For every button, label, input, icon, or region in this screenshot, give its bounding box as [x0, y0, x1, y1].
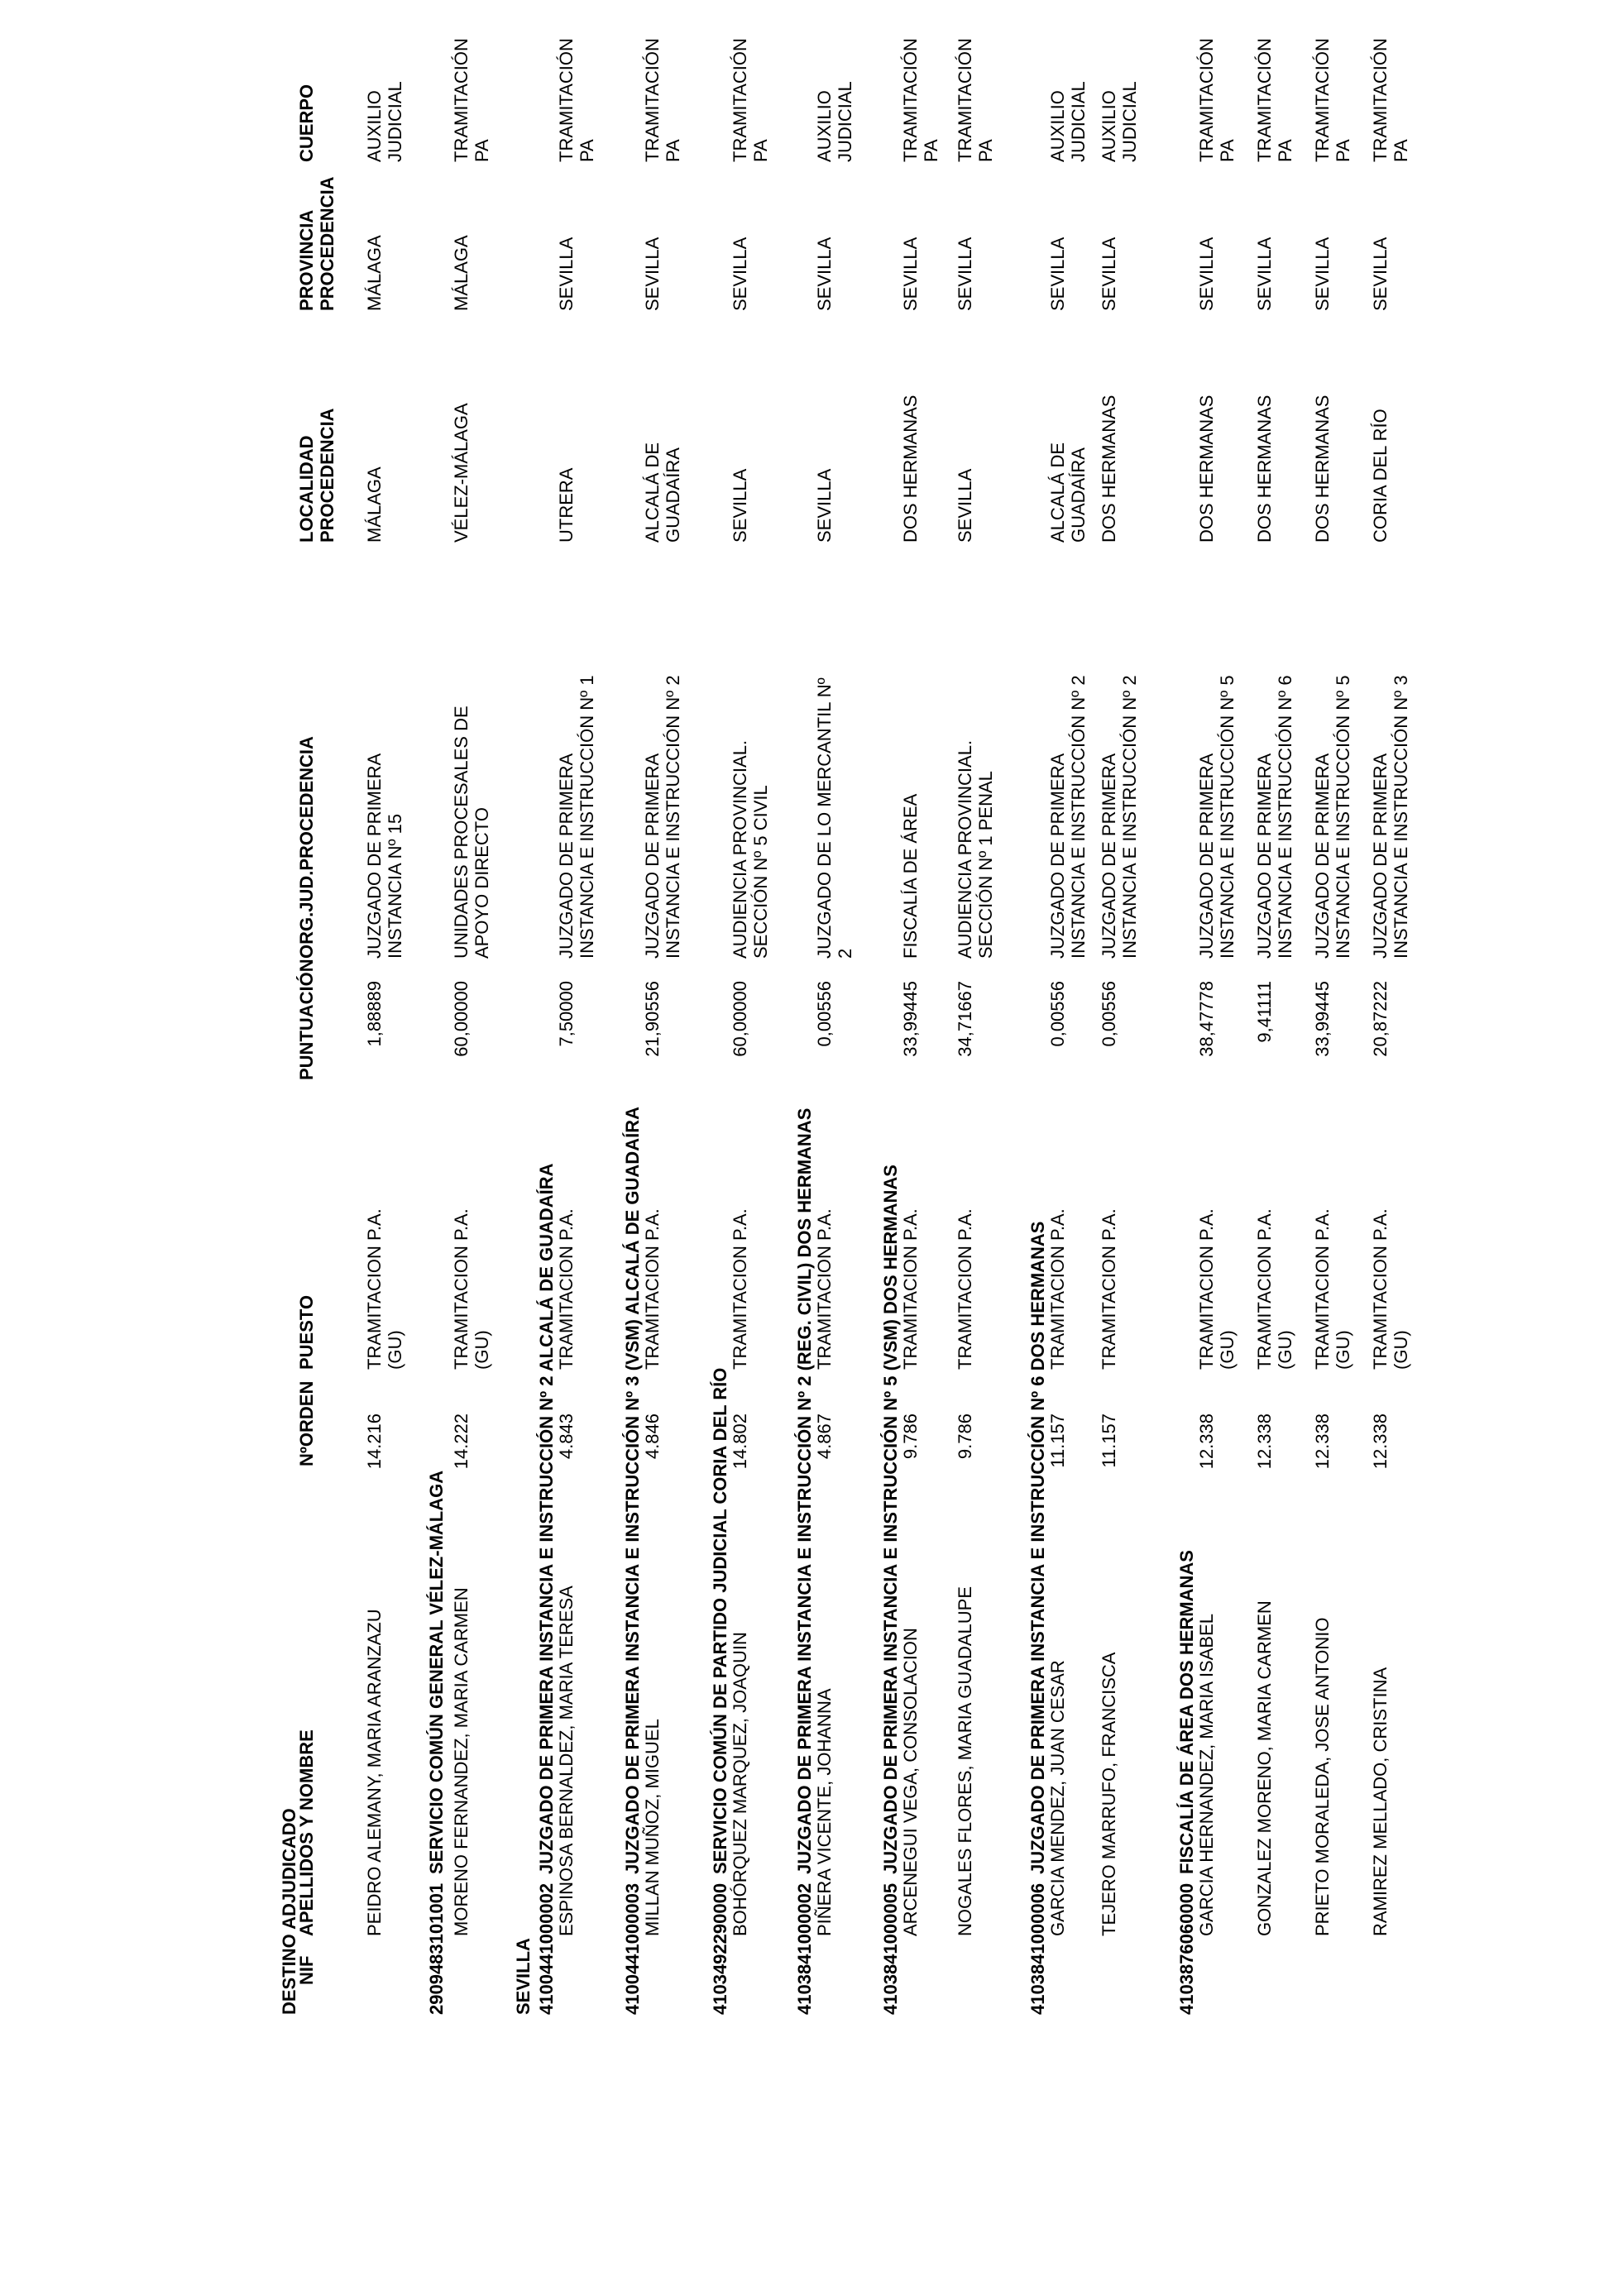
- cell-provincia: MÁLAGA: [364, 235, 385, 311]
- cell-localidad: SEVILLA: [955, 468, 975, 543]
- cell-puntuacion: 34,71667: [955, 981, 975, 1057]
- cell-cuerpo: TRAMITACIÓN PA: [900, 38, 941, 162]
- cell-provincia: SEVILLA: [642, 237, 663, 311]
- cell-provincia: SEVILLA: [1312, 237, 1333, 311]
- cell-organo: JUZGADO DE PRIMERA INSTANCIA E INSTRUCCIÓN Nº 1: [556, 675, 597, 959]
- cell-puntuacion: 0,00556: [1099, 981, 1119, 1047]
- cell-cuerpo: TRAMITACIÓN PA: [955, 38, 996, 162]
- cell-apellidos: ESPINOSA BERNALDEZ, MARIA TERESA: [556, 1586, 577, 1936]
- group-name: JUZGADO DE PRIMERA INSTANCIA E INSTRUCCIÓN Nº 3 (VSM) ALCALÁ DE GUADAÍRA: [622, 1107, 643, 1874]
- cell-cuerpo: TRAMITACIÓN PA: [451, 38, 492, 162]
- cell-localidad: CORIA DEL RÍO: [1370, 409, 1391, 543]
- group-nif: 4103841000006: [1027, 1882, 1048, 2015]
- cell-puesto: TRAMITACION P.A. (GU): [1196, 1208, 1238, 1370]
- cell-apellidos: BOHÓRQUEZ MARQUEZ, JOAQUIN: [730, 1632, 750, 1936]
- cell-organo: FISCALÍA DE ÁREA: [900, 793, 921, 959]
- cell-apellidos: NOGALES FLORES, MARIA GUADALUPE: [955, 1586, 975, 1936]
- cell-puntuacion: 0,00556: [1047, 981, 1068, 1047]
- group-name: JUZGADO DE PRIMERA INSTANCIA E INSTRUCCIÓN Nº 6 DOS HERMANAS: [1027, 1221, 1048, 1874]
- group-nif: 4103841000005: [880, 1882, 901, 2015]
- cell-puntuacion: 60,00000: [730, 981, 750, 1057]
- group-nif: 4103841000002: [794, 1882, 815, 2015]
- cell-cuerpo: TRAMITACIÓN PA: [556, 38, 597, 162]
- group-name: SERVICIO COMÚN DE PARTIDO JUDICIAL CORIA DEL RÍO: [710, 1367, 730, 1874]
- cell-localidad: DOS HERMANAS: [1196, 395, 1217, 543]
- cell-apellidos: MORENO FERNANDEZ, MARIA CARMEN: [451, 1587, 472, 1936]
- cell-norden: 9.786: [900, 1413, 921, 1460]
- cell-apellidos: GARCIA HERNANDEZ, MARIA ISABEL: [1196, 1614, 1217, 1936]
- cell-norden: 12.338: [1312, 1413, 1333, 1470]
- cell-puesto: TRAMITACION P.A. (GU): [1370, 1208, 1411, 1370]
- cell-provincia: MÁLAGA: [451, 235, 472, 311]
- group-nif: 4100441000002: [536, 1882, 557, 2015]
- header-localidad: LOCALIDAD PROCEDENCIA: [296, 408, 338, 543]
- cell-apellidos: TEJERO MARRUFO, FRANCISCA: [1099, 1652, 1119, 1936]
- cell-organo: UNIDADES PROCESALES DE APOYO DIRECTO: [451, 706, 492, 959]
- cell-apellidos: GONZALEZ MORENO, MARIA CARMEN: [1254, 1600, 1275, 1936]
- header-provincia: PROVINCIA PROCEDENCIA: [296, 176, 338, 311]
- cell-apellidos: GARCIA MENDEZ, JUAN CESAR: [1047, 1660, 1068, 1936]
- cell-provincia: SEVILLA: [955, 237, 975, 311]
- cell-localidad: SEVILLA: [814, 468, 835, 543]
- cell-provincia: SEVILLA: [1196, 237, 1217, 311]
- header-puesto: PUESTO: [296, 1294, 317, 1370]
- group-name: FISCALÍA DE ÁREA DOS HERMANAS: [1176, 1550, 1197, 1874]
- cell-norden: 12.338: [1254, 1413, 1275, 1470]
- group-nif: 4103876060000: [1176, 1882, 1197, 2015]
- cell-cuerpo: TRAMITACIÓN PA: [730, 38, 771, 162]
- cell-puntuacion: 7,50000: [556, 981, 577, 1047]
- group-nif: 290948310100​1: [426, 1882, 447, 2015]
- cell-norden: 14.216: [364, 1413, 385, 1470]
- cell-localidad: DOS HERMANAS: [1099, 395, 1119, 543]
- cell-cuerpo: AUXILIO JUDICIAL: [1047, 81, 1089, 162]
- cell-apellidos: PRIETO MORALEDA, JOSE ANTONIO: [1312, 1617, 1333, 1936]
- cell-puntuacion: 20,87222: [1370, 981, 1391, 1057]
- cell-puesto: TRAMITACION P.A.: [955, 1208, 975, 1370]
- header-cuerpo: CUERPO: [296, 84, 317, 162]
- cell-provincia: SEVILLA: [1047, 237, 1068, 311]
- cell-localidad: SEVILLA: [730, 468, 750, 543]
- cell-cuerpo: TRAMITACIÓN PA: [1370, 38, 1411, 162]
- cell-cuerpo: TRAMITACIÓN PA: [1254, 38, 1295, 162]
- cell-organo: JUZGADO DE PRIMERA INSTANCIA E INSTRUCCIÓN Nº 6: [1254, 675, 1295, 959]
- cell-localidad: MÁLAGA: [364, 466, 385, 543]
- header-organo: ORG.JUD.PROCEDENCIA: [296, 736, 317, 959]
- cell-puesto: TRAMITACION P.A. (GU): [451, 1208, 492, 1370]
- cell-puesto: TRAMITACION P.A. (GU): [1254, 1208, 1295, 1370]
- cell-puntuacion: 60,00000: [451, 981, 472, 1057]
- cell-organo: JUZGADO DE PRIMERA INSTANCIA E INSTRUCCIÓN Nº 3: [1370, 675, 1411, 959]
- province-label: SEVILLA: [513, 1938, 534, 2015]
- cell-norden: 12.338: [1196, 1413, 1217, 1470]
- cell-organo: JUZGADO DE PRIMERA INSTANCIA E INSTRUCCIÓN Nº 2: [1099, 675, 1140, 959]
- cell-localidad: DOS HERMANAS: [900, 395, 921, 543]
- cell-provincia: SEVILLA: [1099, 237, 1119, 311]
- cell-localidad: UTRERA: [556, 467, 577, 543]
- cell-norden: 14.802: [730, 1413, 750, 1470]
- group-name: JUZGADO DE PRIMERA INSTANCIA E INSTRUCCIÓN Nº 5 (VSM) DOS HERMANAS: [880, 1165, 901, 1874]
- header-nif: NIF: [296, 1955, 317, 1985]
- cell-norden: 14.222: [451, 1413, 472, 1470]
- cell-cuerpo: AUXILIO JUDICIAL: [814, 81, 855, 162]
- cell-puesto: TRAMITACION P.A.: [730, 1208, 750, 1370]
- cell-cuerpo: TRAMITACIÓN PA: [1196, 38, 1238, 162]
- cell-provincia: SEVILLA: [900, 237, 921, 311]
- cell-norden: 4.846: [642, 1413, 663, 1460]
- cell-norden: 11.157: [1047, 1413, 1068, 1468]
- cell-provincia: SEVILLA: [1370, 237, 1391, 311]
- cell-organo: JUZGADO DE LO MERCANTIL Nº 2: [814, 677, 855, 959]
- cell-cuerpo: AUXILIO JUDICIAL: [364, 81, 405, 162]
- header-apellidos: APELLIDOS Y NOMBRE: [296, 1729, 317, 1936]
- cell-organo: JUZGADO DE PRIMERA INSTANCIA Nº 15: [364, 753, 405, 959]
- cell-cuerpo: AUXILIO JUDICIAL: [1099, 81, 1140, 162]
- cell-puntuacion: 0,00556: [814, 981, 835, 1047]
- cell-puesto: TRAMITACION P.A.: [1047, 1208, 1068, 1370]
- header-norden: NºORDEN: [296, 1380, 317, 1466]
- cell-organo: JUZGADO DE PRIMERA INSTANCIA E INSTRUCCIÓN Nº 5: [1312, 675, 1353, 959]
- cell-organo: JUZGADO DE PRIMERA INSTANCIA E INSTRUCCIÓN Nº 5: [1196, 675, 1238, 959]
- cell-cuerpo: TRAMITACIÓN PA: [642, 38, 683, 162]
- cell-localidad: DOS HERMANAS: [1312, 395, 1333, 543]
- cell-norden: 4.867: [814, 1413, 835, 1460]
- cell-localidad: DOS HERMANAS: [1254, 395, 1275, 543]
- cell-puntuacion: 21,90556: [642, 981, 663, 1057]
- cell-puesto: TRAMITACION P.A. (GU): [364, 1208, 405, 1370]
- cell-apellidos: MILLAN MUÑOZ, MIGUEL: [642, 1719, 663, 1936]
- cell-organo: JUZGADO DE PRIMERA INSTANCIA E INSTRUCCIÓN Nº 2: [1047, 675, 1089, 959]
- cell-puesto: TRAMITACION P.A.: [642, 1208, 663, 1370]
- group-name: SERVICIO COMÚN GENERAL VÉLEZ-MÁLAGA: [426, 1470, 447, 1874]
- group-nif: 4100441000003: [622, 1882, 643, 2015]
- cell-provincia: SEVILLA: [730, 237, 750, 311]
- cell-apellidos: ARCENEGUI VEGA, CONSOLACION: [900, 1628, 921, 1936]
- cell-puesto: TRAMITACION P.A.: [814, 1208, 835, 1370]
- cell-puesto: TRAMITACION P.A.: [1099, 1208, 1119, 1370]
- cell-puntuacion: 33,99445: [1312, 981, 1333, 1057]
- cell-provincia: SEVILLA: [556, 237, 577, 311]
- cell-puntuacion: 9,41111: [1254, 981, 1275, 1043]
- cell-organo: JUZGADO DE PRIMERA INSTANCIA E INSTRUCCIÓN Nº 2: [642, 675, 683, 959]
- cell-organo: AUDIENCIA PROVINCIAL. SECCIÓN Nº 1 PENAL: [955, 739, 996, 959]
- cell-puntuacion: 33,99445: [900, 981, 921, 1057]
- cell-norden: 9.786: [955, 1413, 975, 1460]
- cell-norden: 11.157: [1099, 1413, 1119, 1468]
- cell-puntuacion: 1,88889: [364, 981, 385, 1047]
- cell-organo: AUDIENCIA PROVINCIAL. SECCIÓN Nº 5 CIVIL: [730, 739, 771, 959]
- document-title: DESTINO ADJUDICADO: [279, 1808, 299, 2015]
- cell-localidad: ALCALÁ DE GUADAÍRA: [1047, 442, 1089, 543]
- cell-provincia: SEVILLA: [1254, 237, 1275, 311]
- group-name: JUZGADO DE PRIMERA INSTANCIA E INSTRUCCIÓN Nº 2 (REG. CIVIL) DOS HERMANAS: [794, 1107, 815, 1874]
- cell-localidad: ALCALÁ DE GUADAÍRA: [642, 442, 683, 543]
- group-nif: 4103492290000: [710, 1882, 730, 2015]
- cell-puesto: TRAMITACION P.A.: [900, 1208, 921, 1370]
- cell-localidad: VÉLEZ-MÁLAGA: [451, 403, 472, 543]
- group-name: JUZGADO DE PRIMERA INSTANCIA E INSTRUCCIÓN Nº 2 ALCALÁ DE GUADAÍRA: [536, 1163, 557, 1874]
- cell-apellidos: RAMIREZ MELLADO, CRISTINA: [1370, 1667, 1391, 1936]
- cell-puesto: TRAMITACION P.A. (GU): [1312, 1208, 1353, 1370]
- cell-puesto: TRAMITACION P.A.: [556, 1208, 577, 1370]
- cell-cuerpo: TRAMITACIÓN PA: [1312, 38, 1353, 162]
- cell-puntuacion: 38,47778: [1196, 981, 1217, 1057]
- cell-provincia: SEVILLA: [814, 237, 835, 311]
- cell-norden: 12.338: [1370, 1413, 1391, 1470]
- cell-apellidos: PEIDRO ALEMANY, MARIA ARANZAZU: [364, 1609, 385, 1936]
- cell-norden: 4.843: [556, 1413, 577, 1460]
- header-puntuacion: PUNTUACIÓN: [296, 959, 317, 1080]
- cell-apellidos: PIÑERA VICENTE, JOHANNA: [814, 1688, 835, 1936]
